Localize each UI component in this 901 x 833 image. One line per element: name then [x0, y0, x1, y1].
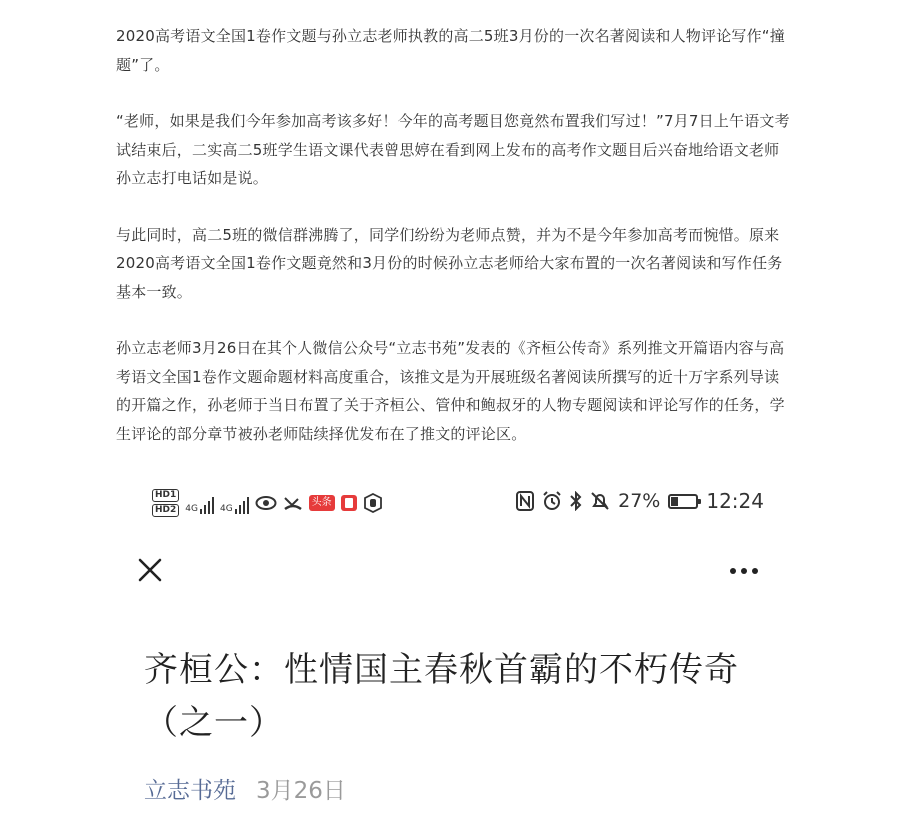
publish-date: 3月26日	[256, 778, 346, 804]
close-button[interactable]	[134, 554, 166, 586]
more-dot-icon	[741, 568, 747, 574]
paragraph-2: “老师，如果是我们今年参加高考该多好！今年的高考题目您竟然布置我们写过！”7月7日上午语文考试结束后，二实高二5班学生语文课代表曾思婷在看到网上发布的高考作文题目后兴奋地给语文老师孙立志打电话如是说。	[116, 112, 790, 187]
more-options-button[interactable]	[724, 556, 764, 586]
embedded-phone-screenshot	[116, 478, 796, 833]
hd2-label: HD2	[152, 504, 179, 517]
status-time: 12:24	[706, 489, 764, 513]
paragraph-3: 与此同时，高二5班的微信群沸腾了，同学们纷纷为老师点赞，并为不是今年参加高考而惋惜。原来2020高考语文全国1卷作文题竟然和3月份的时候孙立志老师给大家布置的一次名著阅读和写作任务基本一致。	[116, 225, 783, 301]
signal-2-label: 4G	[219, 504, 233, 514]
status-right-icons	[516, 489, 764, 513]
article-title: 齐桓公：性情国主春秋首霸的不朽传奇（之一）	[144, 650, 739, 743]
signal-icon-1	[185, 492, 214, 514]
signal-icon-2	[220, 492, 249, 514]
eye-icon	[255, 495, 277, 511]
signal-1-label: 4G	[185, 504, 198, 514]
red-book-icon	[341, 495, 357, 511]
status-left-icons	[152, 488, 383, 518]
paragraph-4: 孙立志老师3月26日在其个人微信公众号“立志书苑”发表的《齐桓公传奇》系列推文开篇语内容与高考语文全国1卷作文题命题材料高度重合，该推文是为开展班级名著阅读所撰写的近十万字系列导读的开篇之作，孙老师于当日布置了关于齐桓公、管仲和鲍叔牙的人物专题阅读和评论写作的任务，学生评论的部分章节被孙老师陆续择优发布在了推文的评论区。	[116, 339, 785, 443]
hand-icon	[363, 493, 383, 513]
battery-percentage: 27%	[618, 490, 661, 512]
bluetooth-icon	[570, 491, 582, 511]
status-bar	[152, 484, 764, 524]
more-dot-icon	[730, 568, 736, 574]
article-body	[116, 22, 792, 476]
mute-bell-icon	[590, 491, 610, 511]
alarm-icon	[542, 491, 562, 511]
source-link[interactable]: 立志书苑	[144, 778, 236, 804]
paragraph-1: 2020高考语文全国1卷作文题与孙立志老师执教的高二5班3月份的一次名著阅读和人物评论写作“撞题”了。	[116, 27, 785, 74]
missed-call-icon	[283, 494, 303, 512]
more-dot-icon	[752, 568, 758, 574]
article-meta	[144, 772, 346, 805]
hd1-label: HD1	[152, 489, 179, 502]
close-icon	[134, 554, 166, 586]
battery-icon	[668, 494, 698, 509]
hd-icon	[152, 488, 179, 518]
nfc-icon	[516, 491, 534, 511]
battery-fill	[671, 497, 678, 506]
toutiao-icon: 头条	[309, 495, 335, 511]
